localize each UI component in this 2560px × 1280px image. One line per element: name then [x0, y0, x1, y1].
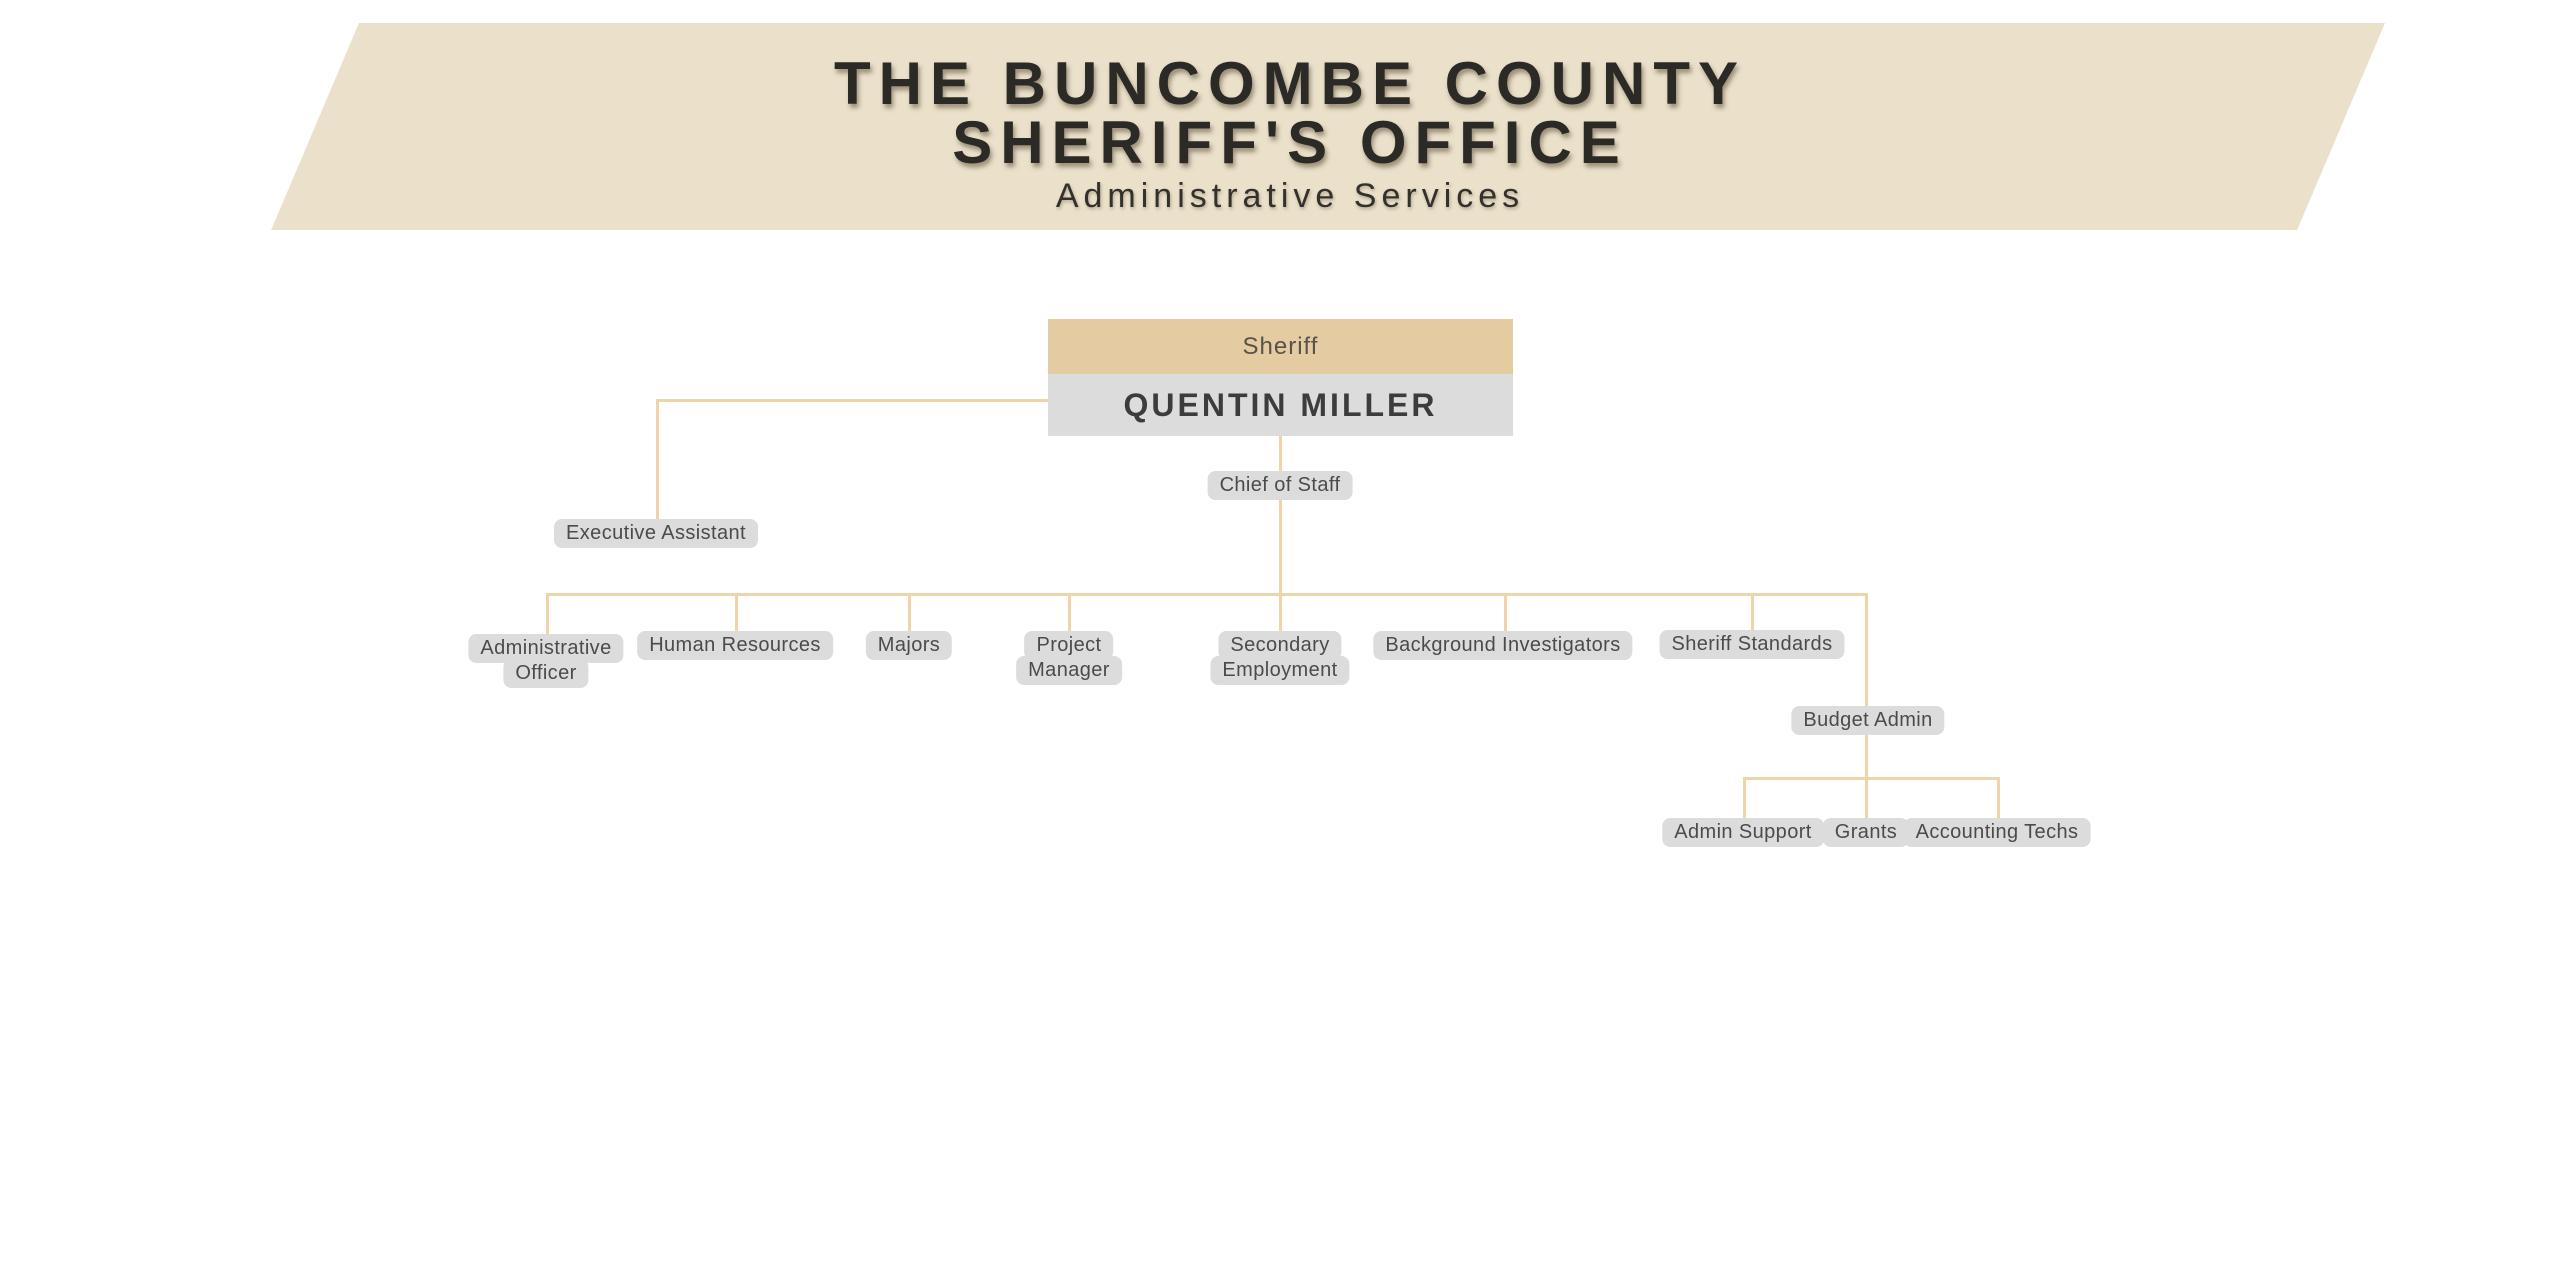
node-background-investigators-label: Background Investigators [1373, 631, 1632, 660]
node-sheriff [1048, 319, 1513, 436]
node-chief-of-staff-label: Chief of Staff [1208, 471, 1353, 500]
connector-budget-bus [1743, 777, 2000, 780]
connector-chief-of-staff-vertical [1279, 436, 1282, 635]
node-secondary-employment-line1: Secondary [1218, 631, 1341, 660]
node-budget-admin-label: Budget Admin [1791, 706, 1944, 735]
node-chief-of-staff [1208, 471, 1353, 500]
node-majors-label: Majors [866, 631, 952, 660]
connector-drop-admin-support [1743, 777, 1746, 820]
node-admin-support [1662, 818, 1824, 847]
node-administrative-officer-line2: Officer [503, 659, 588, 688]
node-project-manager-line1: Project [1024, 631, 1113, 660]
node-accounting-techs [1904, 818, 2091, 847]
connector-drop-sheriff-standards [1751, 593, 1754, 632]
connector-exec-assistant-horizontal [656, 399, 1050, 402]
node-majors [866, 631, 952, 660]
connector-level2-bus [546, 593, 1868, 596]
node-human-resources-label: Human Resources [637, 631, 833, 660]
page-title-line1: THE BUNCOMBE COUNTY [834, 50, 1746, 117]
node-project-manager-line2: Manager [1016, 656, 1122, 685]
node-budget-admin [1791, 706, 1944, 735]
connector-drop-background-investigators [1504, 593, 1507, 633]
node-administrative-officer [468, 634, 623, 688]
node-executive-assistant-label: Executive Assistant [554, 519, 758, 548]
page-title-line2: SHERIFF'S OFFICE [952, 109, 1628, 176]
connector-drop-accounting-techs [1997, 777, 2000, 820]
node-administrative-officer-line1: Administrative [468, 634, 623, 663]
node-admin-support-label: Admin Support [1662, 818, 1824, 847]
connector-drop-project-manager [1068, 593, 1071, 633]
node-sheriff-name: QUENTIN MILLER [1048, 374, 1513, 436]
node-background-investigators [1373, 631, 1632, 660]
node-human-resources [637, 631, 833, 660]
node-sheriff-standards-label: Sheriff Standards [1660, 630, 1845, 659]
node-executive-assistant [554, 519, 758, 548]
connector-exec-assistant-vertical [656, 399, 659, 521]
node-grants [1823, 818, 1909, 847]
node-project-manager [1016, 631, 1122, 685]
page-subtitle: Administrative Services [1055, 177, 1525, 215]
node-secondary-employment [1210, 631, 1349, 685]
node-secondary-employment-line2: Employment [1210, 656, 1349, 685]
connector-drop-majors [908, 593, 911, 633]
connector-drop-admin-officer [546, 593, 549, 636]
node-accounting-techs-label: Accounting Techs [1904, 818, 2091, 847]
node-sheriff-standards [1660, 630, 1845, 659]
connector-drop-human-resources [735, 593, 738, 633]
node-grants-label: Grants [1823, 818, 1909, 847]
node-sheriff-title: Sheriff [1048, 319, 1513, 374]
